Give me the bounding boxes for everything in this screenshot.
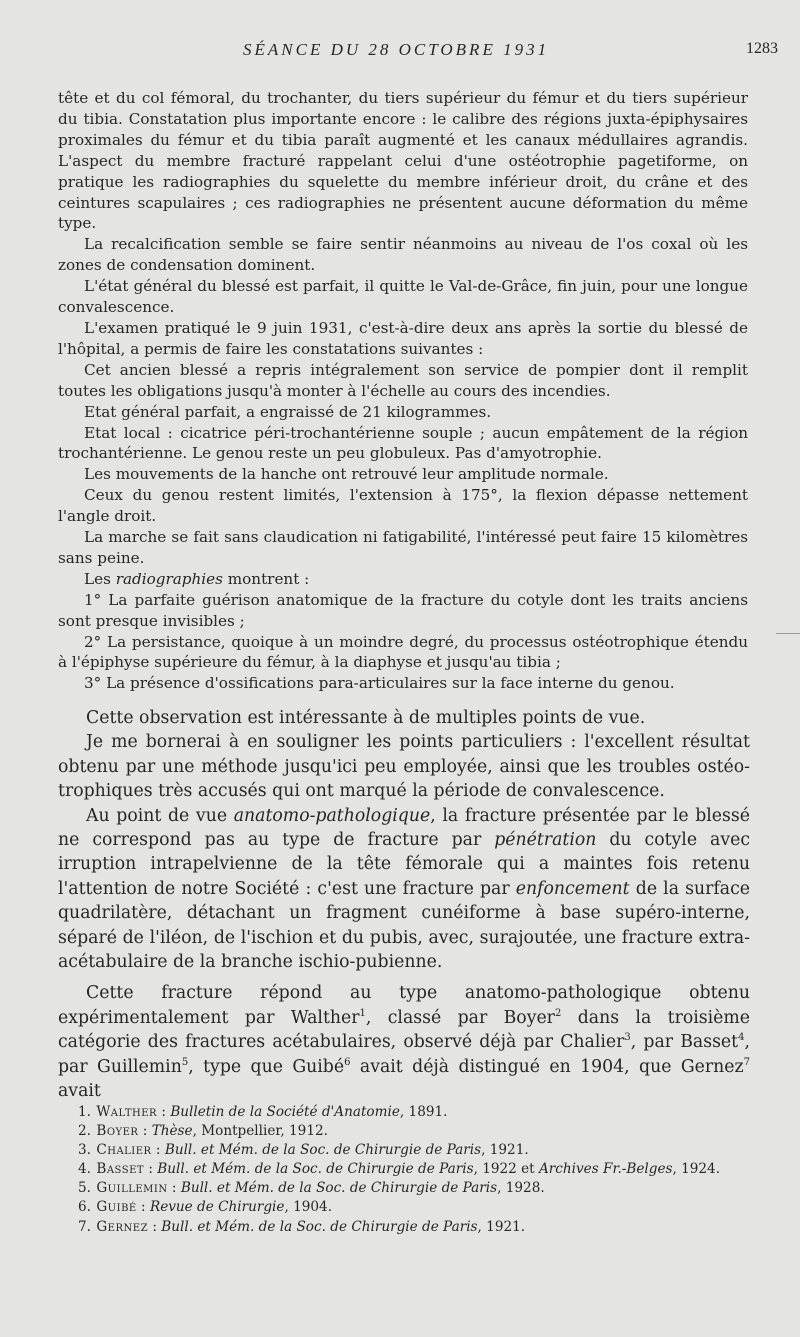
footnote-number: 5. (78, 1180, 91, 1197)
footnote-source: Revue de Chirurgie (149, 1199, 285, 1216)
text-run: , par Basset (630, 1032, 739, 1053)
text-run: du cotyle avec irruption intrapelvienne de la tête fémorale qui a maintes fois retenu l'attention de notre Société : c'est une fracture par (58, 830, 750, 899)
footnote-source: Bull. et Mém. de la Soc. de Chirurgie de Paris (164, 1142, 482, 1159)
footnote-ref: 5 (181, 1056, 189, 1068)
paragraph (58, 569, 748, 590)
paragraph (58, 981, 750, 1103)
footnote-author: Basset (96, 1161, 145, 1178)
footnote-number: 1. (78, 1104, 91, 1120)
text-run: : (151, 1142, 165, 1159)
footnote (58, 1141, 748, 1160)
footnote-source: Bull. et Mém. de la Soc. de Chirurgie de Paris (161, 1218, 478, 1235)
text-run: : (167, 1180, 181, 1197)
text-run: , classé par Boyer (365, 1007, 555, 1028)
text-run: de la surface quadrilatère, détachant un fragment cunéiforme à base supéro-interne, séparé de l'iléon, de l'ischion et du pubis, avec, surajoutée, une fracture extra-acétabulaire de la branche ischio-pubienne. (58, 878, 751, 973)
footnote-author: Guillemin (96, 1180, 168, 1197)
paragraph: Je me bornerai à en souligner les points particuliers : l'excellent résultat obtenu par une méthode jusqu'ici peu employée, ainsi que les troubles ostéo-trophiques très accusés qui ont marqué la période de convalescence. (58, 732, 750, 802)
paragraph: Etat général parfait, a engraissé de 21 kilogrammes. (84, 402, 492, 421)
paragraph: La marche se fait sans claudication ni fatigabilité, l'intéressé peut faire 15 kilomètres sans peine. (58, 528, 748, 567)
paragraph: Cet ancien blessé a repris intégralement son service de pompier dont il remplit toutes les obligations jusqu'à monter à l'échelle au cours des incendies. (58, 360, 748, 400)
paragraph: Etat local : cicatrice péri-trochantérienne souple ; aucun empâtement de la région trochantérienne. Le genou reste un peu globuleux. Pas d'amyotrophie. (58, 423, 748, 463)
footnote-number: 4. (78, 1161, 91, 1178)
running-title: SÉANCE DU 28 OCTOBRE 1931 (243, 40, 550, 59)
list-item: 3° La présence d'ossifications para-articulaires sur la face interne du genou. (84, 674, 675, 693)
footnote-author: Gernez (96, 1218, 149, 1235)
footnote-source: Archives Fr.-Belges (538, 1161, 673, 1178)
paragraph: La recalcification semble se faire sentir néanmoins au niveau de l'os coxal où les zones de condensation dominent. (58, 235, 748, 275)
footnote (58, 1179, 748, 1198)
paragraph (58, 804, 750, 975)
text-run: : (144, 1161, 158, 1178)
footnote-author: Chalier (96, 1142, 152, 1159)
text-run: , 1921. (477, 1218, 526, 1235)
footnote (58, 1218, 748, 1237)
footnote-source: Bull. et Mém. de la Soc. de Chirurgie de Paris (180, 1180, 498, 1197)
footnote-author: Walther (96, 1104, 158, 1120)
text-run: Les (84, 569, 116, 588)
paragraph: Cette observation est intéressante à de multiples points de vue. (86, 708, 646, 728)
text-run: avait (58, 1081, 101, 1102)
list-item: 2° La persistance, quoique à un moindre degré, du processus ostéotrophique étendu à l'épiphyse supérieure du fémur, à la diaphyse et jusqu'au tibia ; (58, 632, 748, 672)
footnote-author: Boyer (96, 1123, 139, 1140)
text-run: , Montpellier, 1912. (192, 1123, 328, 1140)
paragraph: L'examen pratiqué le 9 juin 1931, c'est-à-dire deux ans après la sortie du blessé de l'hôpital, a permis de faire les constatations suivantes : (58, 318, 748, 358)
text-run: montrent : (222, 569, 310, 588)
footnote-number: 6. (78, 1199, 91, 1216)
observation-text (58, 88, 748, 694)
footnote (58, 1103, 748, 1122)
text-run: , la fracture présentée par le blessé ne correspond pas au type de fracture par (58, 805, 751, 851)
footnote-author: Guibé (96, 1199, 137, 1216)
text-run: : (157, 1104, 171, 1120)
text-run: Cette fracture répond au type anatomo-pathologique obtenu expérimentalement par Walther (58, 983, 750, 1028)
text-run: : (138, 1123, 152, 1140)
margin-rule (776, 633, 800, 634)
text-run: , 1904. (284, 1199, 333, 1216)
page-header (60, 40, 778, 66)
footnote-ref: 7 (743, 1056, 751, 1068)
text-run: : (148, 1218, 162, 1235)
footnote-number: 2. (78, 1123, 91, 1140)
text-run: , 1928. (497, 1180, 545, 1197)
text-run: : (136, 1199, 150, 1216)
paragraph: tête et du col fémoral, du trochanter, du tiers supérieur du fémur et du tiers supérieur du tibia. Constatation plus importante encore : le calibre des régions juxta-épiphysaires proximales du fémur et du tibia paraît augmenté et les canaux médullaires agrandis. L'aspect du membre fracturé rappelant celui d'une ostéotrophie pagetiforme, on pratique les radiographies du squelette du membre inférieur droit, du crâne et des ceintures scapulaires ; ces radiographies ne présentent aucune déformation du même type. (58, 89, 748, 233)
paragraph: L'état général du blessé est parfait, il quitte le Val-de-Grâce, fin juin, pour une longue convalescence. (58, 277, 748, 317)
footnote-number: 3. (78, 1142, 91, 1159)
text-run: , type que Guibé (188, 1056, 345, 1077)
discussion-text (58, 706, 750, 1104)
text-run: , 1921. (481, 1142, 529, 1159)
italic-text: pénétration (494, 830, 597, 851)
footnote (58, 1160, 748, 1179)
footnote-ref: 4 (738, 1032, 745, 1044)
text-run: avait déjà distingué en 1904, que Gernez (350, 1056, 744, 1077)
text-run: , 1891. (399, 1104, 448, 1120)
footnote-ref: 6 (344, 1056, 351, 1068)
footnote-source: Bulletin de la Société d'Anatomie (170, 1104, 400, 1120)
list-item: 1° La parfaite guérison anatomique de la fracture du cotyle dont les traits anciens sont presque invisibles ; (58, 590, 748, 630)
footnotes (58, 1103, 748, 1237)
text-run: , 1922 et (473, 1161, 539, 1178)
footnote-ref: 2 (554, 1008, 562, 1020)
paragraph: Les mouvements de la hanche ont retrouvé leur amplitude normale. (84, 465, 609, 484)
text-run: Au point de vue (86, 805, 234, 826)
footnote (58, 1122, 748, 1141)
footnote (58, 1198, 748, 1217)
footnote-ref: 3 (624, 1032, 631, 1044)
footnote-ref: 1 (359, 1008, 366, 1020)
text-run: dans la troisième catégorie des fractures acétabulaires, observé déjà par Chalier (58, 1007, 751, 1053)
italic-text: radiographies (115, 569, 223, 588)
paragraph: Ceux du genou restent limités, l'extension à 175°, la flexion dépasse nettement l'angle droit. (58, 486, 748, 526)
footnote-number: 7. (78, 1218, 91, 1235)
page-number: 1283 (746, 40, 778, 57)
text-run: , par Guillemin (58, 1032, 750, 1077)
italic-text: enfoncement (515, 878, 630, 899)
footnote-source: Thèse (151, 1123, 193, 1140)
italic-text: anatomo-pathologique (233, 805, 431, 826)
footnote-source: Bull. et Mém. de la Soc. de Chirurgie de Paris (157, 1161, 474, 1178)
text-run: , 1924. (672, 1161, 721, 1178)
